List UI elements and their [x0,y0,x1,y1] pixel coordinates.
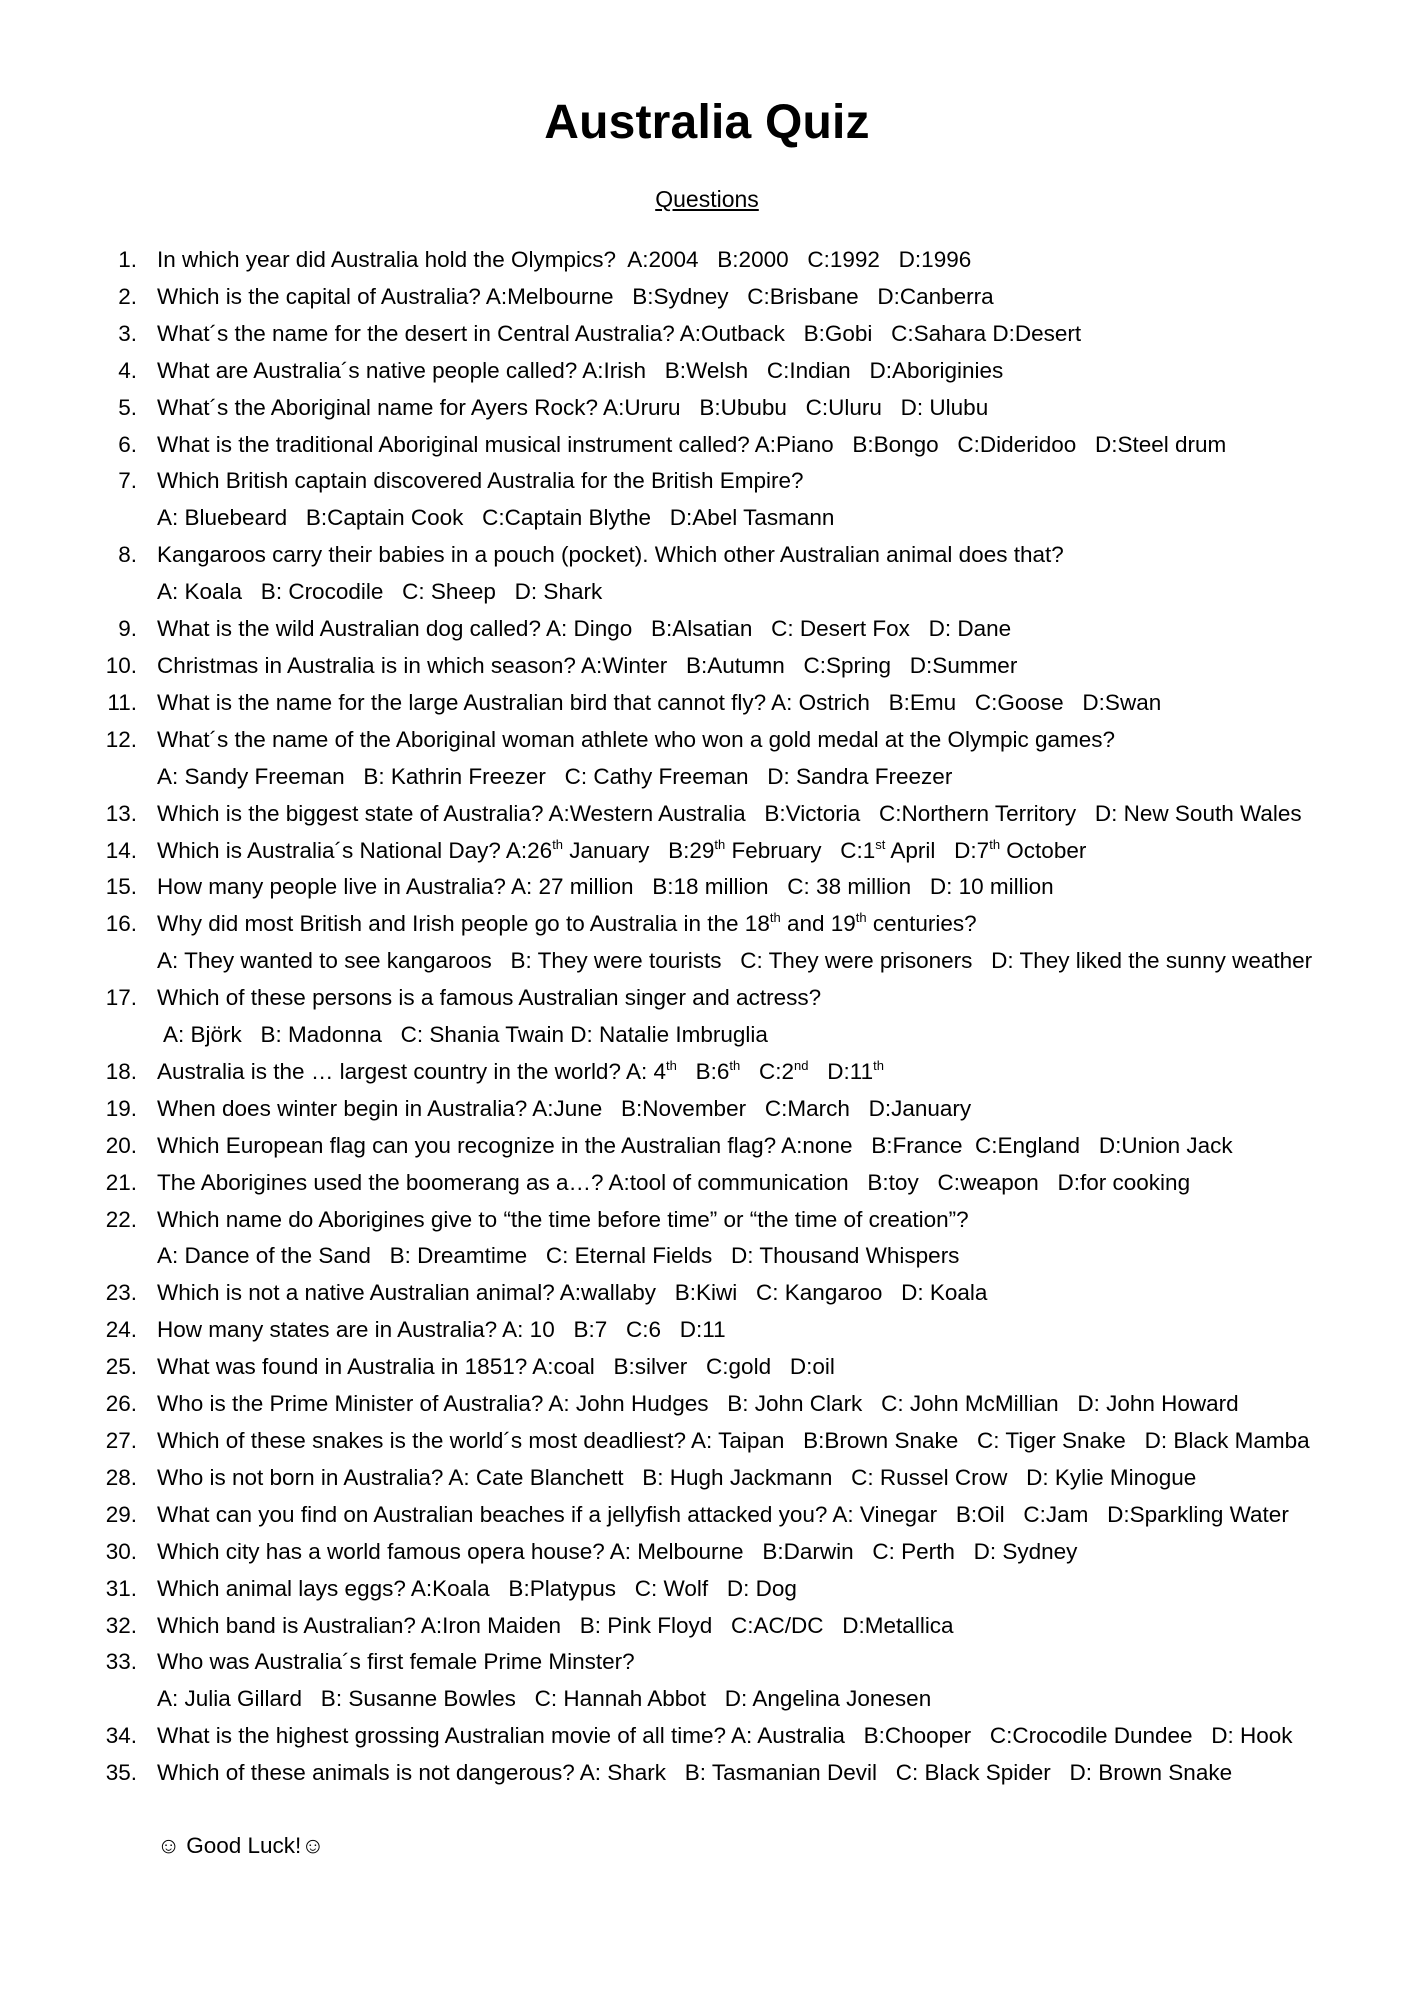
question-line [157,648,1017,685]
question-line [157,242,971,279]
question-line [157,390,988,427]
question-line [157,980,821,1017]
text-run: Why did most British and Irish people go to Australia in the 18 [157,911,770,937]
question-text [137,611,1011,648]
ordinal-suffix: th [873,1057,884,1073]
good-luck-footer: ☺ Good Luck!☺ [157,1833,325,1859]
question-line [157,1460,1196,1497]
text-run: January B:29 [563,837,715,863]
text-run: centuries? [866,911,977,937]
question-item [95,1718,1394,1755]
question-item [95,1423,1394,1460]
question-number: 5. [118,394,137,420]
question-number: 35. [105,1760,137,1786]
ordinal-suffix: th [855,910,867,926]
text-run: What can you find on Australian beaches if a jellyfish attacked you? A: Vinegar B:Oil C:Jam D:Sparkling Water [157,1501,1289,1527]
question-number: 10. [105,652,137,678]
question-number: 3. [118,320,137,346]
question-number: 26. [105,1391,137,1417]
question-number: 32. [105,1612,137,1638]
question-item [95,1497,1394,1534]
question-line [157,1091,971,1128]
question-line [157,1165,1190,1202]
question-item [95,869,1394,906]
question-line [157,611,1011,648]
question-item [95,906,1394,980]
question-text [137,1718,1293,1755]
text-run: Which band is Australian? A:Iron Maiden B: Pink Floyd C:AC/DC D:Metallica [157,1612,954,1638]
question-text [137,1312,726,1349]
question-text [137,1054,884,1091]
question-number: 13. [105,800,137,826]
question-number: 21. [105,1169,137,1195]
question-line [157,1312,726,1349]
question-number: 30. [105,1538,137,1564]
text-run: Which city has a world famous opera house? A: Melbourne B:Darwin C: Perth D: Sydney [157,1538,1078,1564]
question-item [95,1644,1394,1718]
page-title: Australia Quiz [544,96,870,149]
question-number: 4. [118,357,137,383]
question-number: 28. [105,1464,137,1490]
question-text [137,1091,971,1128]
question-text [137,869,1054,906]
text-run: D:11 [808,1058,874,1084]
text-run: Australia is the … largest country in the world? A: 4 [157,1058,666,1084]
question-number: 8. [118,542,137,568]
question-item [95,796,1394,833]
question-text [137,353,1003,390]
text-run: What is the name for the large Australian bird that cannot fly? A: Ostrich B:Emu C:Goose D:Swan [157,689,1162,715]
question-number: 27. [105,1428,137,1453]
question-item [95,1312,1394,1349]
question-line [157,1571,797,1608]
text-run: April D:7 [885,837,990,863]
question-text [137,390,988,427]
answer-options-line [157,1681,931,1718]
question-line [157,353,1003,390]
text-run: Who was Australia´s first female Prime Minster? [157,1649,635,1675]
question-text [137,648,1017,685]
question-line [157,796,1302,833]
text-run: What is the wild Australian dog called? A: Dingo B:Alsatian C: Desert Fox D: Dane [157,616,1012,642]
question-number: 22. [105,1206,137,1232]
question-text [137,1755,1232,1792]
ordinal-suffix: st [875,836,886,852]
question-item [95,1091,1394,1128]
question-number: 23. [105,1280,137,1306]
question-number: 9. [118,616,137,642]
question-text [137,722,1115,796]
text-run: Which is Australia´s National Day? A:26 [157,837,553,863]
question-text [137,980,821,1054]
question-line [157,1534,1077,1571]
answer-options-line [157,500,834,537]
text-run: C:2 [740,1058,794,1084]
text-run: Which European flag can you recognize in the Australian flag? A:none B:France C:England D:Union Jack [157,1132,1233,1158]
question-number: 7. [118,468,137,494]
question-item [95,1275,1394,1312]
question-text [137,1460,1196,1497]
question-number: 29. [105,1501,137,1527]
text-run: Which British captain discovered Australia for the British Empire? [157,468,804,494]
question-line [157,869,1054,906]
text-run: The Aborigines used the boomerang as a…? A:tool of communication B:toy C:weapon D:for cooking [157,1169,1191,1195]
question-text [137,906,1312,980]
question-item [95,1202,1394,1276]
question-text [137,463,834,537]
question-number: 18. [105,1058,137,1084]
question-list [0,242,1414,1792]
question-text [137,1128,1233,1165]
question-item [95,1054,1394,1091]
question-text [137,1497,1289,1534]
question-line [157,427,1226,464]
question-line [157,463,834,500]
answer-options-line [157,574,1064,611]
text-run: A: Björk B: Madonna C: Shania Twain D: Natalie Imbruglia [163,1022,768,1048]
answer-options-line [157,1238,969,1275]
question-number: 16. [105,911,137,937]
question-line [157,1718,1293,1755]
question-number: 31. [105,1575,137,1601]
text-run: Christmas in Australia is in which season? A:Winter B:Autumn C:Spring D:Summer [157,652,1018,678]
question-item [95,390,1394,427]
question-line [157,1386,1239,1423]
text-run: Which name do Aborigines give to “the time before time” or “the time of creation”? [157,1206,969,1232]
question-text [137,1423,1310,1460]
text-run: Kangaroos carry their babies in a pouch (pocket). Which other Australian animal does that? [157,542,1064,568]
question-text [137,242,971,279]
text-run: February C:1 [725,837,876,863]
question-text [137,537,1064,611]
question-item [95,242,1394,279]
answer-options-line [157,759,1115,796]
question-item [95,537,1394,611]
question-line [157,537,1064,574]
text-run: A: Bluebeard B:Captain Cook C:Captain Blythe D:Abel Tasmann [157,505,835,531]
question-line [157,833,1086,870]
question-line [157,316,1081,353]
question-item [95,1349,1394,1386]
question-item [95,1534,1394,1571]
question-text [137,316,1081,353]
question-item [95,1608,1394,1645]
text-run: What is the highest grossing Australian movie of all time? A: Australia B:Chooper C:Crocodile Dundee D: Hook [157,1723,1293,1749]
question-text [137,685,1161,722]
text-run: What was found in Australia in 1851? A:coal B:silver C:gold D:oil [157,1354,835,1380]
question-line [157,1423,1310,1460]
question-item [95,648,1394,685]
question-number: 2. [118,283,137,309]
question-text [137,1349,835,1386]
question-item [95,463,1394,537]
ordinal-suffix: th [729,1057,741,1073]
question-line [157,1128,1233,1165]
question-number: 33. [105,1649,137,1675]
text-run: A: Koala B: Crocodile C: Sheep D: Shark [157,579,603,605]
text-run: A: They wanted to see kangaroos B: They were tourists C: They were prisoners D: They liked the sunny weather [157,948,1313,974]
question-text [137,1534,1077,1571]
question-number: 12. [105,726,137,752]
ordinal-suffix: nd [794,1057,809,1073]
question-line [157,1349,835,1386]
question-item [95,1571,1394,1608]
question-text [137,427,1226,464]
question-number: 19. [105,1095,137,1121]
text-run: A: Julia Gillard B: Susanne Bowles C: Hannah Abbot D: Angelina Jonesen [157,1686,932,1712]
question-item [95,1165,1394,1202]
question-item [95,722,1394,796]
text-run: A: Sandy Freeman B: Kathrin Freezer C: Cathy Freeman D: Sandra Freezer [157,763,953,789]
question-item [95,611,1394,648]
question-item [95,1755,1394,1792]
question-line [157,1054,884,1091]
question-item [95,1128,1394,1165]
question-text [137,833,1086,870]
question-text [137,1165,1190,1202]
text-run: Which animal lays eggs? A:Koala B:Platypus C: Wolf D: Dog [157,1575,797,1601]
question-text [137,1386,1239,1423]
text-run: What is the traditional Aboriginal musical instrument called? A:Piano B:Bongo C:Dideridoo D:Steel drum [157,431,1227,457]
question-number: 17. [105,985,137,1011]
question-item [95,1386,1394,1423]
question-number: 1. [118,247,137,272]
text-run: and 19 [780,911,856,937]
text-run: What´s the name for the desert in Central Australia? A:Outback B:Gobi C:Sahara D:Desert [157,320,1082,346]
question-line [157,1275,987,1312]
question-item [95,980,1394,1054]
question-text [137,1275,987,1312]
text-run: Who is the Prime Minister of Australia? A: John Hudges B: John Clark C: John McMillian D: John Howard [157,1391,1239,1417]
text-run: B:6 [676,1058,730,1084]
question-number: 15. [105,874,137,900]
ordinal-suffix: th [666,1057,677,1073]
question-line [157,685,1161,722]
ordinal-suffix: th [989,836,1001,852]
section-heading: Questions [655,186,759,212]
question-item [95,685,1394,722]
question-item [95,353,1394,390]
text-run: Who is not born in Australia? A: Cate Blanchett B: Hugh Jackmann C: Russel Crow D: Kylie Minogue [157,1464,1197,1490]
question-item [95,427,1394,464]
question-number: 24. [105,1317,137,1343]
question-line [157,1644,931,1681]
text-run: What´s the Aboriginal name for Ayers Rock? A:Ururu B:Ububu C:Uluru D: Ulubu [157,394,989,420]
question-number: 20. [105,1132,137,1158]
question-line [157,1497,1289,1534]
text-run: When does winter begin in Australia? A:June B:November C:March D:January [157,1095,972,1121]
text-run: Which of these persons is a famous Australian singer and actress? [157,985,822,1011]
question-line [157,1608,954,1645]
text-run: Which of these snakes is the world´s most deadliest? A: Taipan B:Brown Snake C: Tiger Snake D: Black Mamba [157,1428,1310,1453]
text-run: What´s the name of the Aboriginal woman athlete who won a gold medal at the Olympic games? [157,726,1116,752]
question-item [95,833,1394,870]
question-line [157,906,1312,943]
question-text [137,1571,797,1608]
question-text [137,796,1302,833]
question-text [137,1608,954,1645]
question-text [137,1202,969,1276]
question-line [157,1755,1232,1792]
ordinal-suffix: th [552,836,564,852]
question-number: 25. [105,1354,137,1380]
text-run: How many states are in Australia? A: 10 B:7 C:6 D:11 [157,1317,726,1343]
text-run: In which year did Australia hold the Olympics? A:2004 B:2000 C:1992 D:1996 [157,247,972,272]
text-run: What are Australia´s native people called? A:Irish B:Welsh C:Indian D:Aboriginies [157,357,1004,383]
text-run: Which is the capital of Australia? A:Melbourne B:Sydney C:Brisbane D:Canberra [157,283,994,309]
ordinal-suffix: th [714,836,726,852]
text-run: Which is not a native Australian animal? A:wallaby B:Kiwi C: Kangaroo D: Koala [157,1280,988,1306]
question-line [157,279,994,316]
question-item [95,279,1394,316]
ordinal-suffix: th [769,910,781,926]
question-line [157,722,1115,759]
text-run: October [1000,837,1087,863]
text-run: A: Dance of the Sand B: Dreamtime C: Eternal Fields D: Thousand Whispers [157,1243,960,1269]
text-run: Which of these animals is not dangerous? A: Shark B: Tasmanian Devil C: Black Spider D: Brown Snake [157,1760,1233,1786]
answer-options-line [157,943,1312,980]
question-text [137,1644,931,1718]
answer-options-line [157,1017,821,1054]
question-item [95,316,1394,353]
question-number: 34. [105,1723,137,1749]
text-run: How many people live in Australia? A: 27 million B:18 million C: 38 million D: 10 million [157,874,1054,900]
question-number: 6. [118,431,137,457]
question-text [137,279,994,316]
question-item [95,1460,1394,1497]
question-line [157,1202,969,1239]
question-number: 14. [105,837,137,863]
text-run: Which is the biggest state of Australia? A:Western Australia B:Victoria C:Northern Territory D: New South Wales [157,800,1302,826]
question-number: 11. [107,689,137,715]
